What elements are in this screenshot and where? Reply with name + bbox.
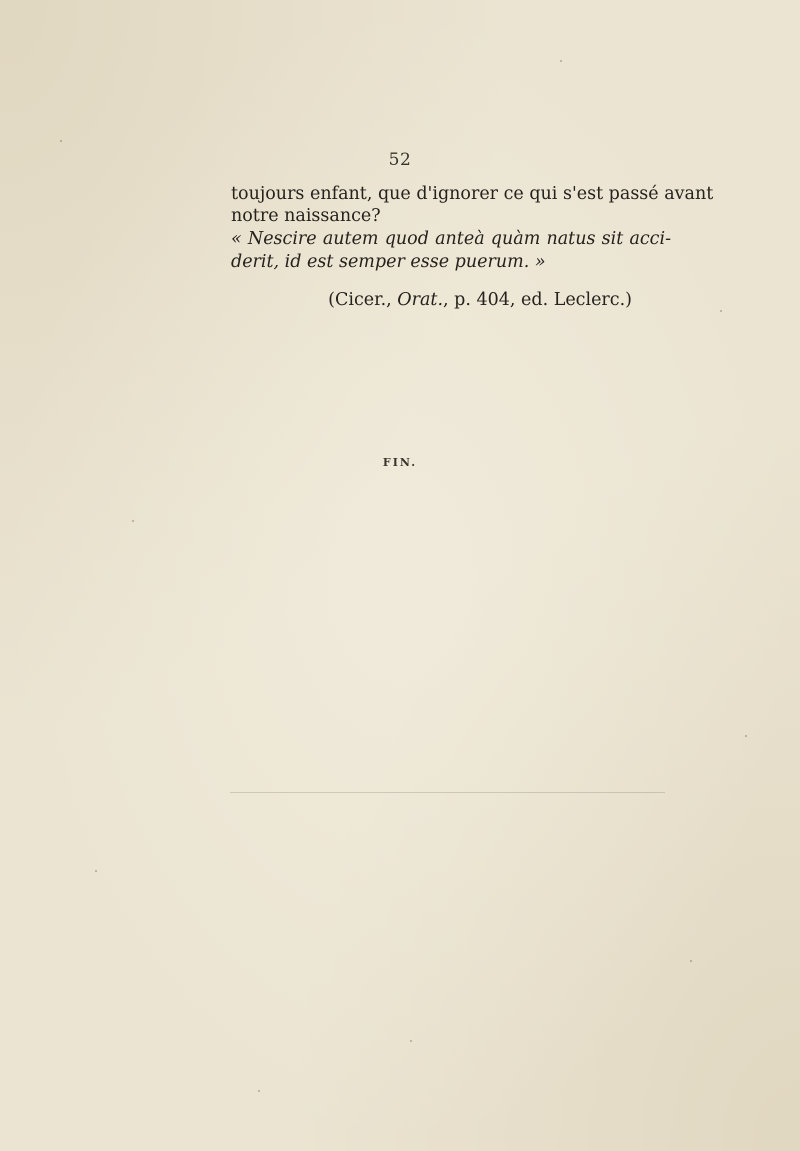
- paper-speck: [745, 735, 747, 737]
- paper-speck: [132, 520, 134, 522]
- paper-speck: [690, 960, 692, 962]
- text-line-1: toujours enfant, que d'ignorer ce qui s'est passé avant: [231, 184, 714, 204]
- text-line-2: notre naissance?: [231, 206, 381, 226]
- paper-speck: [720, 310, 722, 312]
- page-number: 52: [388, 150, 412, 170]
- paper-speck: [60, 140, 62, 142]
- citation-author: (Cicer.,: [328, 290, 398, 310]
- end-mark: FIN.: [382, 456, 418, 469]
- citation: [328, 289, 632, 311]
- reverse-side-rule: [230, 792, 665, 793]
- latin-quote-line-2: derit, id est semper esse puerum. »: [231, 252, 546, 272]
- paper-speck: [410, 1040, 412, 1042]
- paper-speck: [560, 60, 562, 62]
- citation-reference: , p. 404, ed. Leclerc.): [443, 290, 632, 310]
- latin-quote-line-1: « Nescire autem quod anteà quàm natus sit acci-: [231, 229, 671, 249]
- citation-work: Orat.: [397, 290, 444, 310]
- paper-speck: [95, 870, 97, 872]
- paper-speck: [258, 1090, 260, 1092]
